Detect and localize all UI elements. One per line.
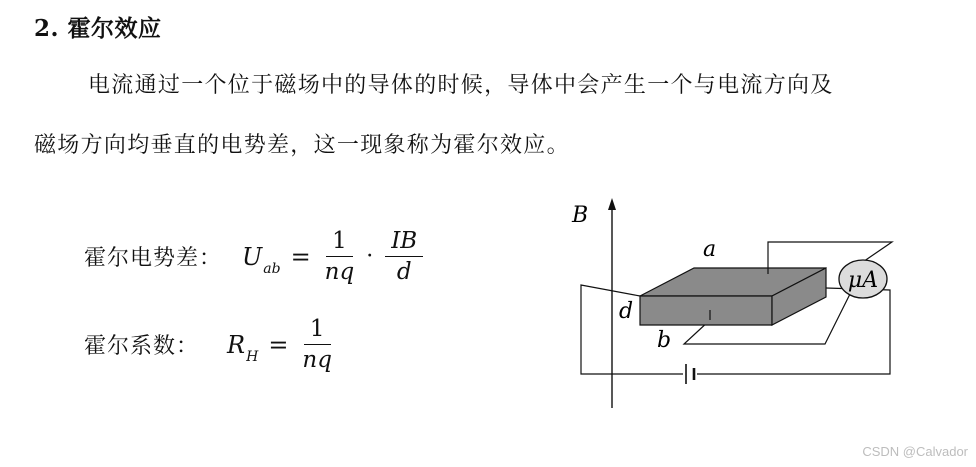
paragraph-line-2: 磁场方向均垂直的电势差，这一现象称为霍尔效应。 [34, 133, 570, 158]
b-field-arrowhead [608, 198, 616, 210]
label-b-field: B [572, 203, 589, 228]
equals-sign: = [290, 242, 311, 271]
fraction-numerator: 1 [304, 316, 331, 345]
fraction-numerator: IB [385, 228, 423, 257]
coefficient-variable: R [227, 330, 246, 359]
equals-sign: = [268, 330, 289, 359]
label-a: a [703, 237, 717, 262]
fraction-denominator: nq [324, 259, 355, 285]
fraction-denominator: nq [302, 347, 332, 373]
hall-coefficient-formula [84, 316, 336, 373]
hall-voltage-label: 霍尔电势差： [84, 246, 223, 271]
fraction-one-over-nq [325, 228, 355, 285]
fraction-denominator: d [396, 259, 412, 285]
hall-coefficient-symbol [227, 330, 259, 365]
paragraph-line-1: 电流通过一个位于磁场中的导体的时候，导体中会产生一个与电流方向及 [88, 73, 834, 98]
microammeter-label: μA [847, 268, 879, 293]
slab-front-face [640, 296, 772, 325]
hall-coefficient-label: 霍尔系数： [84, 334, 200, 359]
label-b: b [657, 328, 672, 353]
fraction-ib-over-d [385, 228, 423, 285]
voltage-subscript: ab [263, 260, 281, 277]
multiply-dot: · [366, 244, 374, 269]
hall-effect-diagram [560, 190, 910, 415]
label-d: d [619, 299, 634, 324]
fraction-numerator: 1 [326, 228, 353, 257]
watermark: CSDN @Calvador [862, 444, 968, 459]
hall-voltage-formula [84, 228, 427, 285]
hall-voltage-symbol [242, 242, 281, 277]
coefficient-subscript: H [246, 348, 259, 365]
voltage-variable: U [242, 242, 263, 271]
section-heading: 2. 霍尔效应 [34, 15, 162, 42]
fraction-one-over-nq [302, 316, 332, 373]
